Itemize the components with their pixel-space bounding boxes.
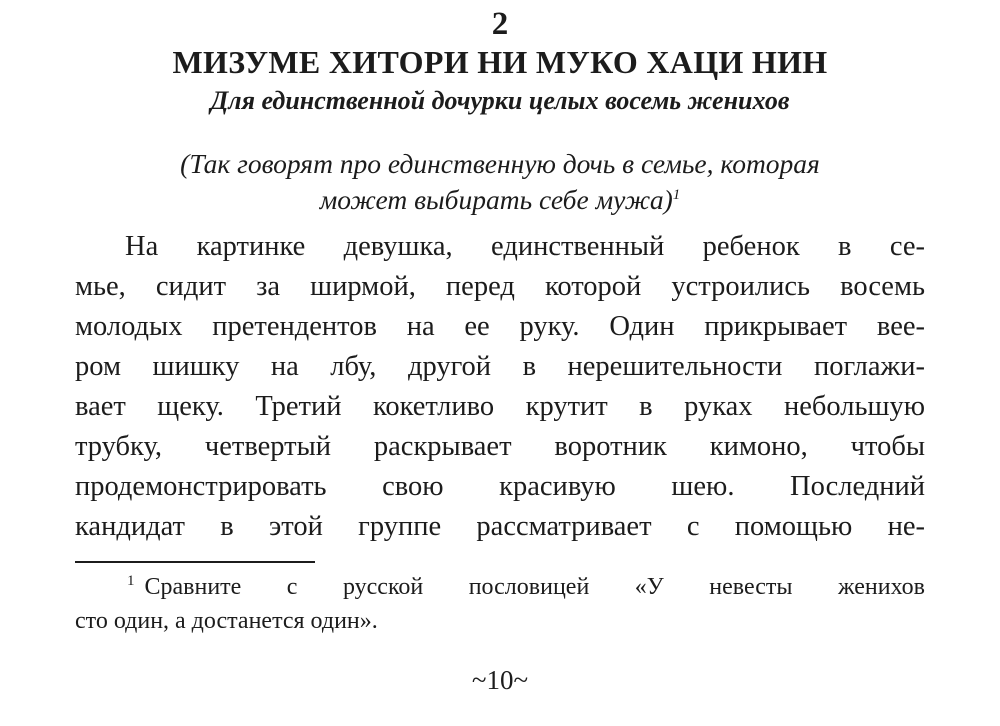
body-line: продемонстрировать свою красивую шею. Последний <box>75 471 925 502</box>
chapter-subtitle: Для единственной дочурки целых восемь женихов <box>210 86 790 115</box>
explanation-line-2-text: может выбирать себе мужа) <box>319 184 673 215</box>
footnote-divider <box>75 561 315 563</box>
body-line: кандидат в этой группе рассматривает с помощью не- <box>75 511 925 542</box>
explanation-line-1: (Так говорят про единственную дочь в семье, которая <box>180 148 820 179</box>
footnote-mark: 1 <box>127 573 135 589</box>
body-line: ром шишку на лбу, другой в нерешительности поглажи- <box>75 351 925 382</box>
chapter-number: 2 <box>491 6 509 42</box>
footnote-line <box>75 570 925 604</box>
body-line: мье, сидит за ширмой, перед которой устроились восемь <box>75 271 925 302</box>
footnote-line: сто один, а достанется один». <box>75 608 378 634</box>
body-line: молодых претендентов на ее руку. Один прикрывает вее- <box>75 311 925 342</box>
body-line: вает щеку. Третий кокетливо крутит в руках небольшую <box>75 391 925 422</box>
footnote-reference[interactable]: 1 <box>672 186 681 203</box>
body-line: На картинке девушка, единственный ребенок в се- <box>125 231 925 262</box>
body-paragraph <box>75 227 925 547</box>
page-number: ~10~ <box>471 665 529 695</box>
proverb-explanation <box>75 146 925 218</box>
book-page <box>75 0 925 726</box>
footnote-line-1-text: Сравните с русской пословицей «У невесты женихов <box>144 574 925 600</box>
chapter-title: МИЗУМЕ ХИТОРИ НИ МУКО ХАЦИ НИН <box>172 44 828 80</box>
body-line: трубку, четвертый раскрывает воротник кимоно, чтобы <box>75 431 925 462</box>
explanation-line-2 <box>75 182 925 218</box>
footnote <box>75 570 925 638</box>
